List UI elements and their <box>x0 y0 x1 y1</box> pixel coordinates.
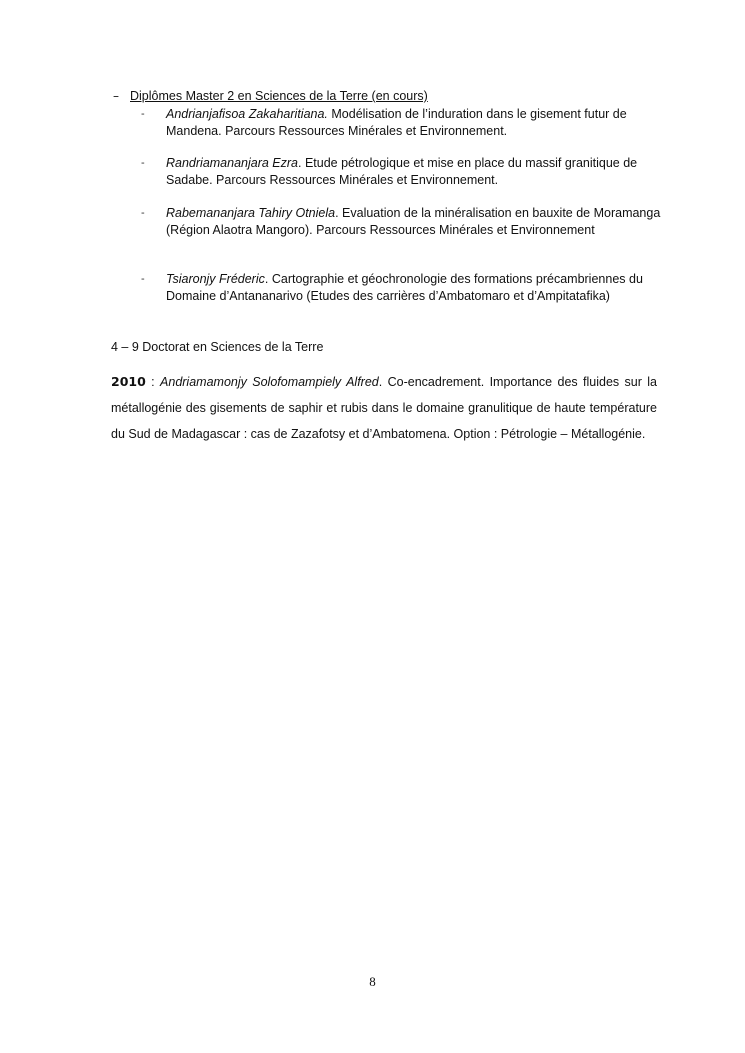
entry-author: Andrianjafisoa Zakaharitiana. <box>166 107 328 121</box>
entry-author: Rabemananjara Tahiry Otniela <box>166 206 336 220</box>
doctorat-paragraph <box>111 369 657 447</box>
doctorat-author: Andriamamonjy Solofomampiely Alfred <box>160 375 379 389</box>
doctorat-text: . Co-encadrement. Importance des fluides sur la métallogénie des gisements de saphir et rubis dans le domaine granulitique de haute température du Sud de Madagascar : cas de Zazafotsy et d’Ambatomena. Option : Pétrologie – Métallogénie. <box>111 375 658 441</box>
doctorat-heading: 4 – 9 Doctorat en Sciences de la Terre <box>111 340 324 354</box>
entry-bullet: - <box>141 273 145 285</box>
entry-text: . Etude pétrologique et mise en place du massif granitique de Sadabe. Parcours Ressources Minérales et Environnement. <box>166 156 638 187</box>
page-number: 8 <box>369 974 376 989</box>
master-section-title: Diplômes Master 2 en Sciences de la Terre (en cours) <box>130 89 428 103</box>
entry-bullet: - <box>141 157 145 169</box>
doctorat-separator: : <box>145 375 161 389</box>
entry-author: Tsiaronjy Fréderic <box>166 272 265 286</box>
entry-text: Modélisation de l’induration dans le gisement futur de Mandena. Parcours Ressources Minérales et Environnement. <box>166 107 627 138</box>
doctorat-year: 2010 <box>111 374 146 389</box>
entry-author: Randriamananjara Ezra <box>166 156 299 170</box>
master-section-heading <box>113 89 428 104</box>
master-entry <box>141 106 661 139</box>
master-entry <box>141 155 661 188</box>
entry-bullet: - <box>141 108 145 120</box>
entry-bullet: - <box>141 207 145 219</box>
entry-text: . Cartographie et géochronologie des formations précambriennes du Domaine d’Antananarivo (Etudes des carrières d’Ambatomaro et d’Ampitatafika) <box>166 272 643 303</box>
heading-dash: – <box>113 89 119 103</box>
master-entry <box>141 271 661 304</box>
entry-text: . Evaluation de la minéralisation en bauxite de Moramanga (Région Alaotra Mangoro). Parcours Ressources Minérales et Environnement <box>166 206 661 237</box>
master-entry <box>141 205 661 238</box>
